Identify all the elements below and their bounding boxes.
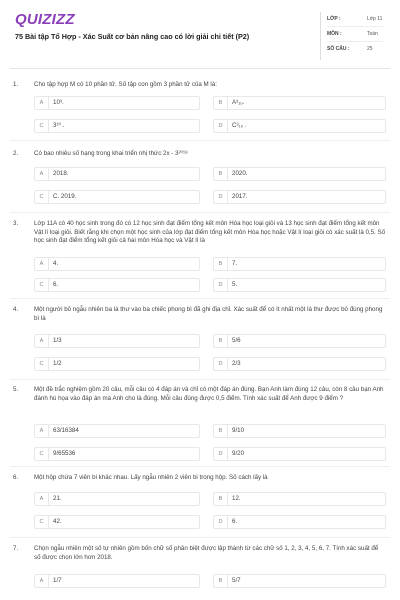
count-value: 25 [367, 46, 373, 52]
option-b[interactable] [213, 334, 386, 348]
option-c[interactable] [34, 119, 200, 133]
option-text: 5/6 [232, 337, 241, 344]
option-text: C. 2019. [53, 193, 77, 200]
option-text: 2/3 [232, 360, 241, 367]
question-divider [10, 379, 390, 380]
question-text: Một đề trắc nghiệm gồm 20 câu, mỗi câu có 4 đáp án và chỉ có một đáp án đúng. Bạn Anh làm đúng 12 câu, còn 8 câu bạn Anh đánh hú họa vào đáp án mà Anh cho là đúng. Mỗi câu đúng được 0,5 điểm. Tính xác suất để Anh được 9 điểm ? [34, 386, 384, 402]
header-divider [10, 68, 390, 69]
worksheet-header [0, 0, 400, 66]
page-title: 75 Bài tập Tổ Hợp - Xác Suất cơ bản nâng cao có lời giải chi tiết (P2) [15, 32, 250, 41]
option-letter: D [214, 448, 228, 460]
option-letter: B [214, 575, 228, 587]
option-letter: D [214, 358, 228, 370]
question-number: 2. [13, 150, 19, 157]
option-d[interactable] [213, 119, 386, 133]
question-divider [10, 466, 390, 467]
row-divider [327, 41, 383, 42]
option-text: 5/7 [232, 577, 241, 584]
option-c[interactable] [34, 278, 200, 292]
option-a[interactable] [34, 492, 200, 506]
option-text: 7. [232, 260, 238, 267]
option-b[interactable] [213, 574, 386, 588]
option-letter: A [35, 575, 49, 587]
option-text: 2020. [232, 170, 248, 177]
option-letter: A [35, 97, 49, 109]
option-letter: B [214, 168, 228, 180]
option-letter: C [35, 448, 49, 460]
option-text: A³₁₀. [232, 99, 245, 106]
option-letter: A [35, 168, 49, 180]
question-text: Một hộp chứa 7 viên bi khác nhau. Lấy ngẫu nhiên 2 viên bi trong hộp. Số cách lấy là [34, 474, 268, 481]
option-text: 5. [232, 281, 238, 288]
option-letter: A [35, 335, 49, 347]
option-b[interactable] [213, 257, 386, 271]
row-divider [327, 26, 383, 27]
option-letter: A [35, 258, 49, 270]
option-letter: C [35, 120, 49, 132]
subject-row [327, 31, 387, 43]
question-text: Có bao nhiêu số hạng trong khai triển nhị thức 2x - 3²⁰¹⁸ [34, 150, 188, 157]
option-text: 42. [53, 518, 62, 525]
count-row [327, 46, 387, 58]
option-c[interactable] [34, 357, 200, 371]
option-text: 3¹⁰ . [53, 122, 65, 129]
question-text: Một người bỏ ngẫu nhiên ba lá thư vào ba chiếc phong bì đã ghi địa chỉ. Xác suất để có ít nhất một lá thư được bỏ đúng phong bì là [34, 306, 383, 322]
class-label: LỚP : [327, 16, 341, 22]
question-number: 5. [13, 386, 19, 393]
option-letter: A [35, 493, 49, 505]
option-text: 21. [53, 495, 62, 502]
option-c[interactable] [34, 190, 200, 204]
option-d[interactable] [213, 278, 386, 292]
option-c[interactable] [34, 447, 200, 461]
option-text: 2018. [53, 170, 69, 177]
option-a[interactable] [34, 424, 200, 438]
option-text: 6. [53, 281, 59, 288]
option-a[interactable] [34, 574, 200, 588]
quizizz-logo: QUIZIZZ [15, 11, 75, 28]
question-divider [10, 537, 390, 538]
option-d[interactable] [213, 447, 386, 461]
option-text: 9/65536 [53, 450, 76, 457]
option-letter: B [214, 97, 228, 109]
option-a[interactable] [34, 334, 200, 348]
option-letter: C [35, 358, 49, 370]
option-text: C³₁₀ . [232, 122, 247, 129]
question-text: Lớp 11A có 40 học sinh trong đó có 12 học sinh đạt điểm tổng kết môn Hóa học loại giỏi và 13 học sinh đạt điểm tổng kết môn Vật lí loại giỏi. Biết rằng khi chọn một học sinh của lớp đạt điểm tổng kết môn Hóa học hoặc Vật lí loại giỏi có xác suất là 0,5. Số học sinh đạt điểm tổng kết giỏi cả hai môn Hóa học và Vật lí là [34, 220, 386, 245]
option-letter: C [35, 516, 49, 528]
question-number: 7. [13, 545, 19, 552]
option-letter: B [214, 258, 228, 270]
question-text: Chọn ngẫu nhiên một số tự nhiên gồm bốn chữ số phân biệt được lập thành từ các chữ số 1, 2, 3, 4, 5, 6, 7. Tính xác suất để số được chọn lớn hơn 2018. [34, 545, 379, 561]
option-a[interactable] [34, 257, 200, 271]
class-value: Lớp 11 [367, 16, 383, 22]
option-letter: A [35, 425, 49, 437]
option-text: 12. [232, 495, 241, 502]
option-d[interactable] [213, 190, 386, 204]
subject-label: MÔN : [327, 31, 342, 37]
option-letter: B [214, 493, 228, 505]
option-letter: B [214, 335, 228, 347]
info-box [320, 12, 386, 60]
option-letter: D [214, 191, 228, 203]
option-b[interactable] [213, 96, 386, 110]
question-divider [10, 212, 390, 213]
option-text: 4. [53, 260, 59, 267]
question-number: 3. [13, 220, 19, 227]
option-letter: B [214, 425, 228, 437]
option-b[interactable] [213, 167, 386, 181]
option-b[interactable] [213, 424, 386, 438]
option-a[interactable] [34, 96, 200, 110]
option-text: 9/10 [232, 427, 245, 434]
question-number: 6. [13, 474, 19, 481]
option-letter: D [214, 120, 228, 132]
count-label: SỐ CÂU : [327, 46, 350, 52]
option-c[interactable] [34, 515, 200, 529]
option-text: 9/20 [232, 450, 245, 457]
option-text: 1/2 [53, 360, 62, 367]
option-letter: D [214, 279, 228, 291]
option-text: 1/7 [53, 577, 62, 584]
option-letter: C [35, 279, 49, 291]
option-b[interactable] [213, 492, 386, 506]
subject-value: Toán [367, 31, 378, 37]
question-divider [10, 140, 390, 141]
question-number: 1. [13, 81, 19, 88]
question-text: Cho tập hợp M có 10 phần tử. Số tập con gồm 3 phần tử của M là: [34, 81, 217, 88]
option-text: 1/3 [53, 337, 62, 344]
option-letter: D [214, 516, 228, 528]
option-text: 63/16384 [53, 427, 79, 434]
class-row [327, 16, 387, 28]
option-a[interactable] [34, 167, 200, 181]
option-text: 2017. [232, 193, 248, 200]
option-text: 6. [232, 518, 238, 525]
question-number: 4. [13, 306, 19, 313]
question-divider [10, 298, 390, 299]
option-text: 10³. [53, 99, 64, 106]
option-d[interactable] [213, 357, 386, 371]
option-letter: C [35, 191, 49, 203]
option-d[interactable] [213, 515, 386, 529]
